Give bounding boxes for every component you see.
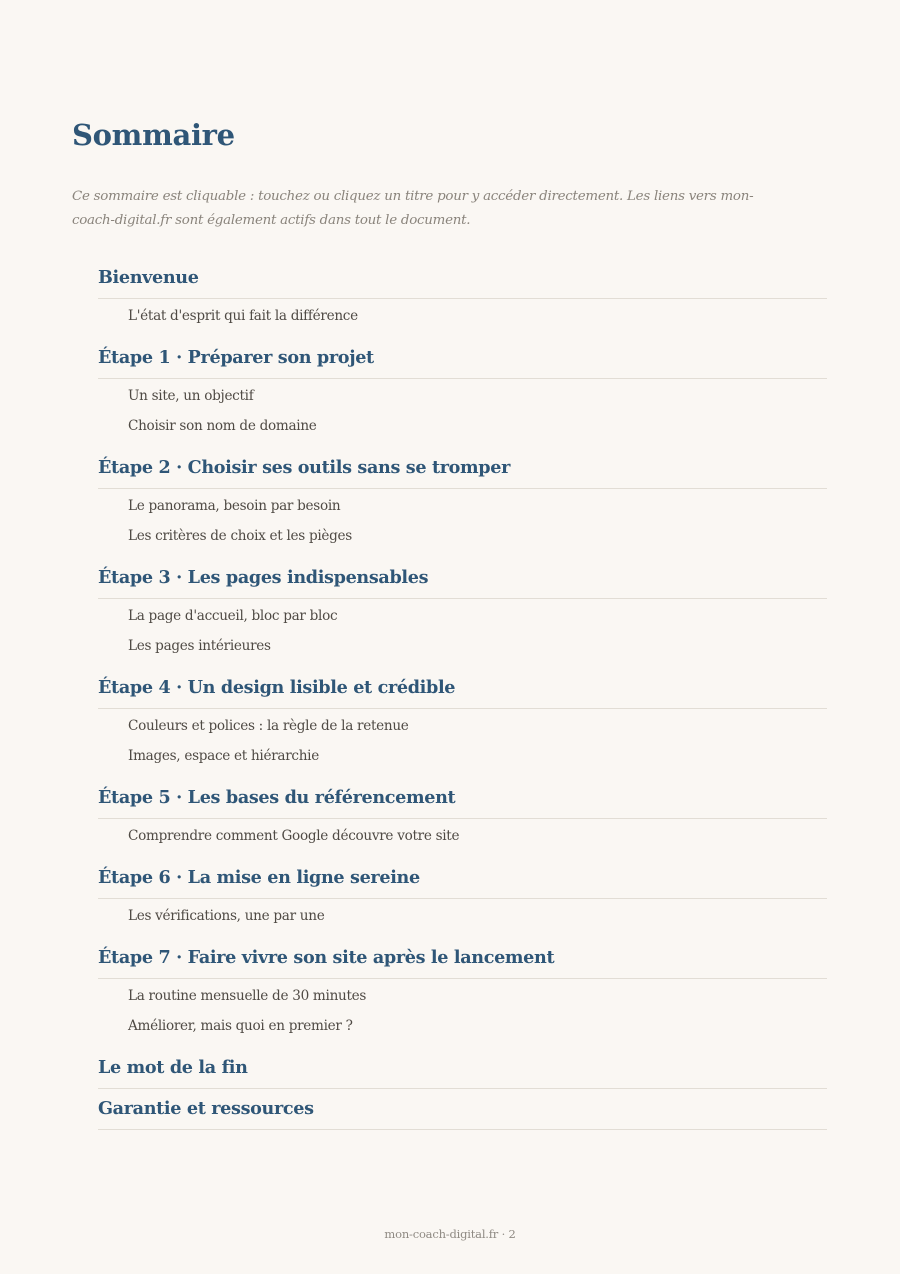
page-title: Sommaire	[72, 118, 235, 152]
toc-section-link[interactable]: Le mot de la fin	[98, 1048, 827, 1089]
toc-subsection-list	[98, 819, 827, 858]
toc-subsection-list	[98, 979, 827, 1048]
toc-section-link[interactable]: Bienvenue	[98, 257, 827, 299]
toc-section-link[interactable]: Étape 6 · La mise en ligne sereine	[98, 858, 827, 899]
toc-section-link[interactable]: Étape 4 · Un design lisible et crédible	[98, 668, 827, 709]
toc-subsection-list	[98, 299, 827, 338]
toc-subsection-link[interactable]: Améliorer, mais quoi en premier ?	[128, 1018, 353, 1034]
toc-section-link[interactable]: Étape 1 · Préparer son projet	[98, 338, 827, 379]
toc-subsection-link[interactable]: Les vérifications, une par une	[128, 908, 325, 924]
toc-subsection-link[interactable]: Le panorama, besoin par besoin	[128, 498, 341, 514]
toc-subsection-list	[98, 489, 827, 558]
toc-subsection-link[interactable]: Images, espace et hiérarchie	[128, 748, 319, 764]
toc-section-link[interactable]: Étape 5 · Les bases du référencement	[98, 778, 827, 819]
toc-subsection-link[interactable]: Couleurs et polices : la règle de la retenue	[128, 718, 409, 734]
toc-section-link[interactable]: Étape 3 · Les pages indispensables	[98, 558, 827, 599]
toc-subsection-list	[98, 899, 827, 938]
toc-section-link[interactable]: Garantie et ressources	[98, 1089, 827, 1130]
table-of-contents	[98, 257, 827, 1130]
toc-subsection-link[interactable]: La page d'accueil, bloc par bloc	[128, 608, 338, 624]
toc-subsection-link[interactable]: Comprendre comment Google découvre votre site	[128, 828, 460, 844]
toc-subsection-link[interactable]: La routine mensuelle de 30 minutes	[128, 988, 367, 1004]
toc-subsection-list	[98, 379, 827, 448]
toc-subsection-link[interactable]: Un site, un objectif	[128, 388, 254, 404]
toc-subsection-link[interactable]: L'état d'esprit qui fait la différence	[128, 308, 358, 324]
toc-subsection-link[interactable]: Choisir son nom de domaine	[128, 418, 317, 434]
intro-note: Ce sommaire est cliquable : touchez ou cliquez un titre pour y accéder directement. Les liens vers mon-coach-digital.fr sont également actifs dans tout le document.	[72, 189, 754, 228]
toc-subsection-list	[98, 599, 827, 668]
toc-subsection-list	[98, 709, 827, 778]
toc-subsection-link[interactable]: Les pages intérieures	[128, 638, 271, 654]
page-footer: mon-coach-digital.fr · 2	[384, 1227, 516, 1241]
toc-subsection-link[interactable]: Les critères de choix et les pièges	[128, 528, 352, 544]
toc-section-link[interactable]: Étape 2 · Choisir ses outils sans se tromper	[98, 448, 827, 489]
toc-section-link[interactable]: Étape 7 · Faire vivre son site après le lancement	[98, 938, 827, 979]
